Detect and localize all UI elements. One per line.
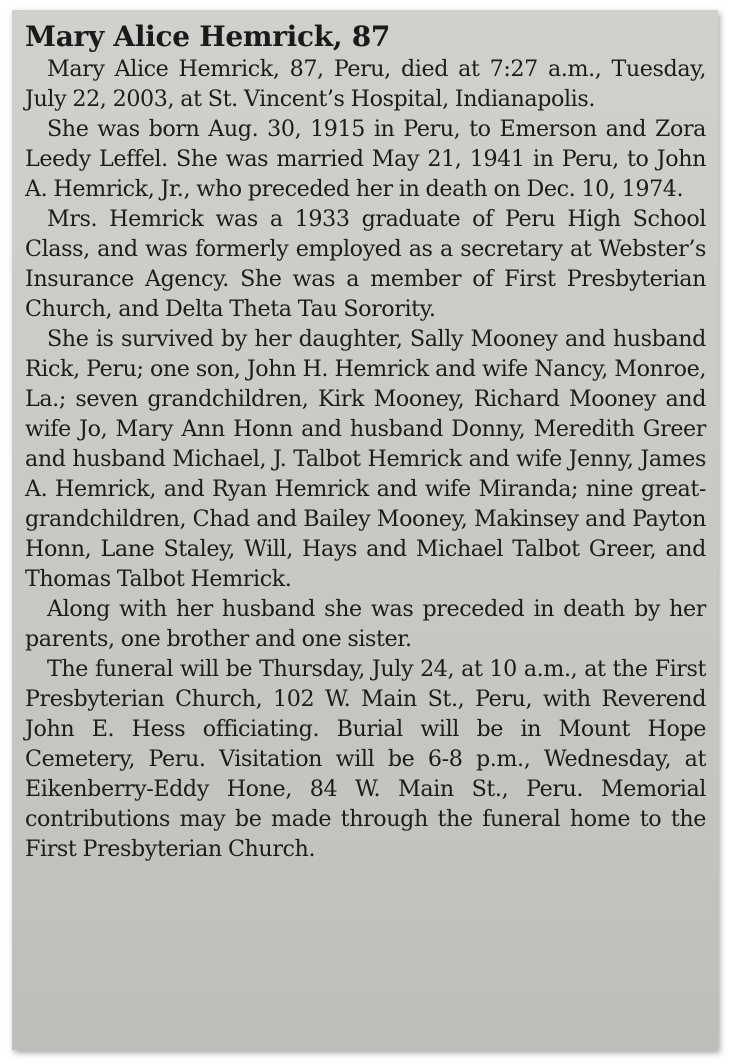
paragraph-birth-marriage: She was born Aug. 30, 1915 in Peru, to Emerson and Zora Leedy Leffel. She was married May 21, 1941 in Peru, to John A. Hemrick, Jr., who preceded her in death on Dec. 10, 1974.	[25, 116, 706, 202]
newspaper-clipping	[12, 10, 718, 1050]
obituary-headline: Mary Alice Hemrick, 87	[25, 20, 391, 53]
paragraph-education-career: Mrs. Hemrick was a 1933 graduate of Peru High School Class, and was formerly employed as a secretary at Webster’s Insurance Agency. She was a member of First Presbyterian Church, and Delta Theta Tau Sorority.	[25, 206, 706, 322]
paragraph-survivors: She is survived by her daughter, Sally Mooney and husband Rick, Peru; one son, John H. Hemrick and wife Nancy, Monroe, La.; seven grandchildren, Kirk Mooney, Richard Mooney and wife Jo, Mary Ann Honn and husband Donny, Meredith Greer and husband Michael, J. Talbot Hemrick and wife Jenny, James A. Hemrick, and Ryan Hemrick and wife Miranda; nine great-grandchildren, Chad and Bailey Mooney, Makinsey and Payton Honn, Lane Staley, Will, Hays and Michael Talbot Greer, and Thomas Talbot Hemrick.	[25, 326, 706, 592]
paragraph-funeral-arrangements: The funeral will be Thursday, July 24, at 10 a.m., at the First Presbyterian Church, 102 W. Main St., Peru, with Reverend John E. Hess officiating. Burial will be in Mount Hope Cemetery, Peru. Visitation will be 6-8 p.m., Wednesday, at Eikenberry-Eddy Hone, 84 W. Main St., Peru. Memorial contributions may be made through the funeral home to the First Presbyterian Church.	[25, 656, 706, 862]
paragraph-death-notice: Mary Alice Hemrick, 87, Peru, died at 7:27 a.m., Tuesday, July 22, 2003, at St. Vincent’s Hospital, Indianapolis.	[25, 56, 706, 112]
paragraph-preceded-in-death: Along with her husband she was preceded in death by her parents, one brother and one sister.	[25, 596, 706, 652]
